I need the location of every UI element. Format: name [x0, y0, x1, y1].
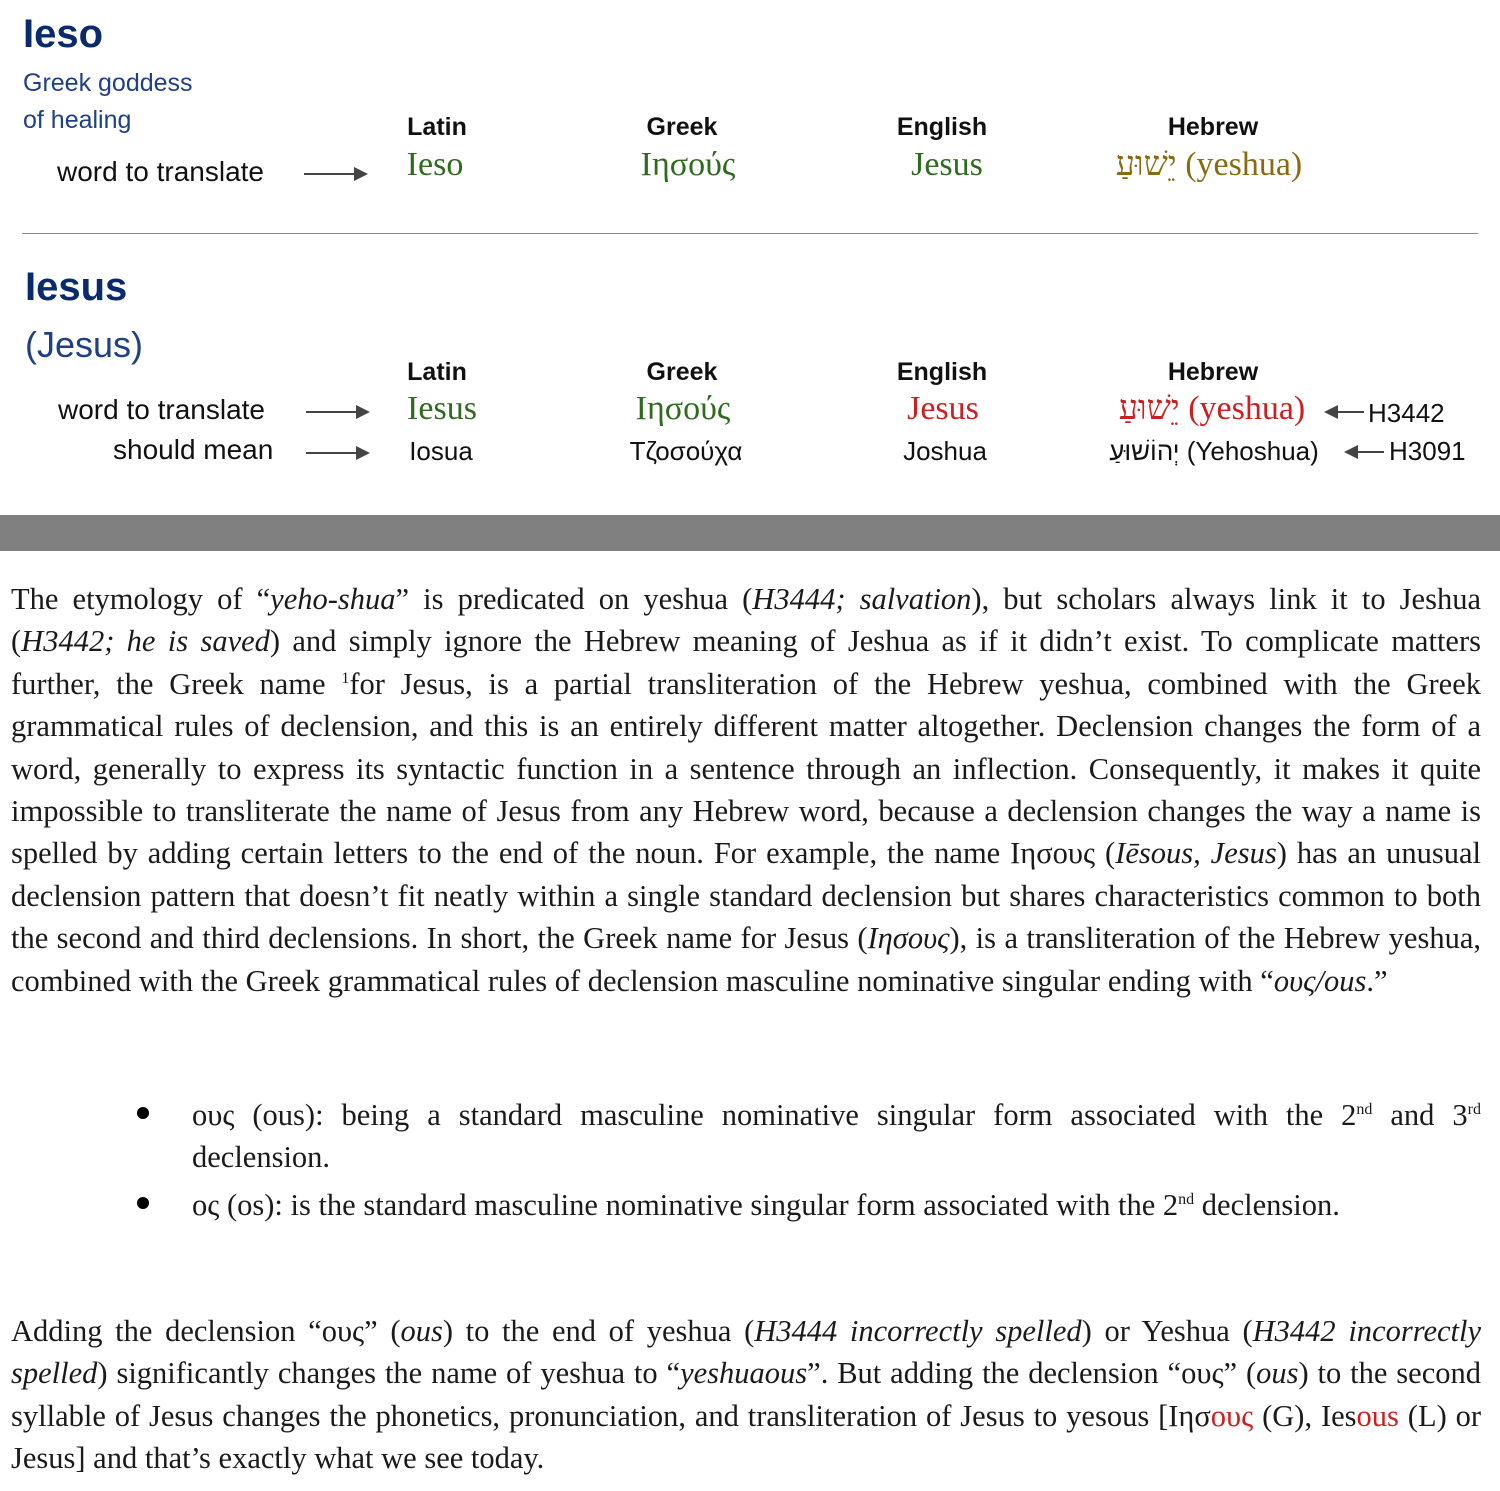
section2-col-hebrew: Hebrew: [1167, 358, 1259, 386]
section2-row2-label: should mean: [113, 434, 274, 465]
section-divider: [22, 233, 1478, 234]
section2-row1-latin: Iesus: [407, 390, 477, 427]
section1-col-greek: Greek: [646, 113, 718, 141]
section1-col-english: English: [896, 113, 988, 141]
section2-title: Iesus: [25, 265, 128, 309]
section1-col-hebrew: Hebrew: [1167, 113, 1259, 141]
section2-row2-english: Joshua: [903, 436, 987, 466]
arrow-right-icon: [304, 173, 366, 175]
section1-term-greek: Ιησούς: [640, 146, 736, 183]
section1-title: Ieso: [23, 12, 104, 56]
section1-col-latin: Latin: [407, 113, 467, 141]
declension-paragraph: Adding the declension “ους” (ous) to the end of yeshua (H3444 incorrectly spelled) or Yeshua (H3442 incorrectly spelled) significantly changes the name of yeshua to “yeshuaous”. But adding the declension “ους” (ous) to the second syllable of Jesus changes the phonetics, pronunciation, and transliteration of Jesus to yesous [Ιησους (G), Iesous (L) or Jesus] and that’s exactly what we see today.: [11, 1314, 1482, 1476]
list-item: ος (os): is the standard masculine nominative singular form associated with the 2nd declension.: [192, 1184, 1481, 1226]
section2-row2-hebrew: יְהוֹשׁוּעַ (Yehoshua): [1109, 436, 1319, 466]
bullet-dot-icon: [137, 1107, 149, 1119]
section2-row1-english: Jesus: [907, 390, 979, 427]
section1-row-label: word to translate: [57, 156, 264, 187]
list-item: ους (ous): being a standard masculine nominative singular form associated with the 2nd and 3rd declension.: [192, 1094, 1481, 1179]
section1-subtitle-line2: of healing: [23, 106, 132, 134]
arrow-right-icon: [306, 411, 368, 413]
section2-row1-label: word to translate: [58, 394, 265, 425]
section2-row2-code: H3091: [1389, 436, 1466, 466]
section2-row1-code: H3442: [1368, 398, 1445, 428]
section2-subtitle: (Jesus): [25, 324, 144, 365]
section2-row1-greek: Ιησούς: [635, 390, 731, 427]
section2-row1-hebrew: יֵשׁוּעַ (yeshua): [1118, 390, 1306, 427]
section1-subtitle-line1: Greek goddess: [23, 69, 193, 97]
section2-col-greek: Greek: [646, 358, 718, 386]
section2-col-latin: Latin: [407, 358, 467, 386]
gray-separator-band: [0, 515, 1500, 551]
section1-term-latin: Ieso: [406, 146, 464, 183]
section2-col-english: English: [896, 358, 988, 386]
footnote-marker: 1: [341, 669, 350, 687]
declension-bullet-list: [192, 1094, 1481, 1231]
section2-row2-latin: Iosua: [409, 436, 473, 466]
etymology-paragraph: The etymology of “yeho-shua” is predicated on yeshua (H3444; salvation), but scholars always link it to Jeshua (H3442; he is saved) and simply ignore the Hebrew meaning of Jeshua as if it didn’t exist. To complicate matters further, the Greek name $^1$for Jesus, is a partial transliteration of the Hebrew yeshua, combined with the Greek grammatical rules of declension, and this is an entirely different matter altogether. Declension changes the form of a word, generally to express its syntactic function in a sentence through an inflection. Consequently, it makes it quite impossible to transliterate the name of Jesus from any Hebrew word, because a declension changes the way a name is spelled by adding certain letters to the end of the noun. For example, the name Ιησους (Iēsous, Jesus) has an unusual declension pattern that doesn’t fit neatly within a single standard declension but shares characteristics common to both the second and third declensions. In short, the Greek name for Jesus (Ιησους), is a transliteration of the Hebrew yeshua, combined with the Greek grammatical rules of declension masculine nominative singular ending with “ους/ous.”: [11, 582, 1482, 998]
arrow-left-icon: [1346, 451, 1384, 453]
bullet-dot-icon: [137, 1197, 149, 1209]
arrow-right-icon: [306, 452, 368, 454]
arrow-left-icon: [1326, 411, 1364, 413]
section2-row2-greek: Τζοσούχα: [629, 436, 743, 466]
section1-term-hebrew: יֵשׁוּעַ (yeshua): [1115, 146, 1303, 183]
section1-term-english: Jesus: [911, 146, 983, 183]
